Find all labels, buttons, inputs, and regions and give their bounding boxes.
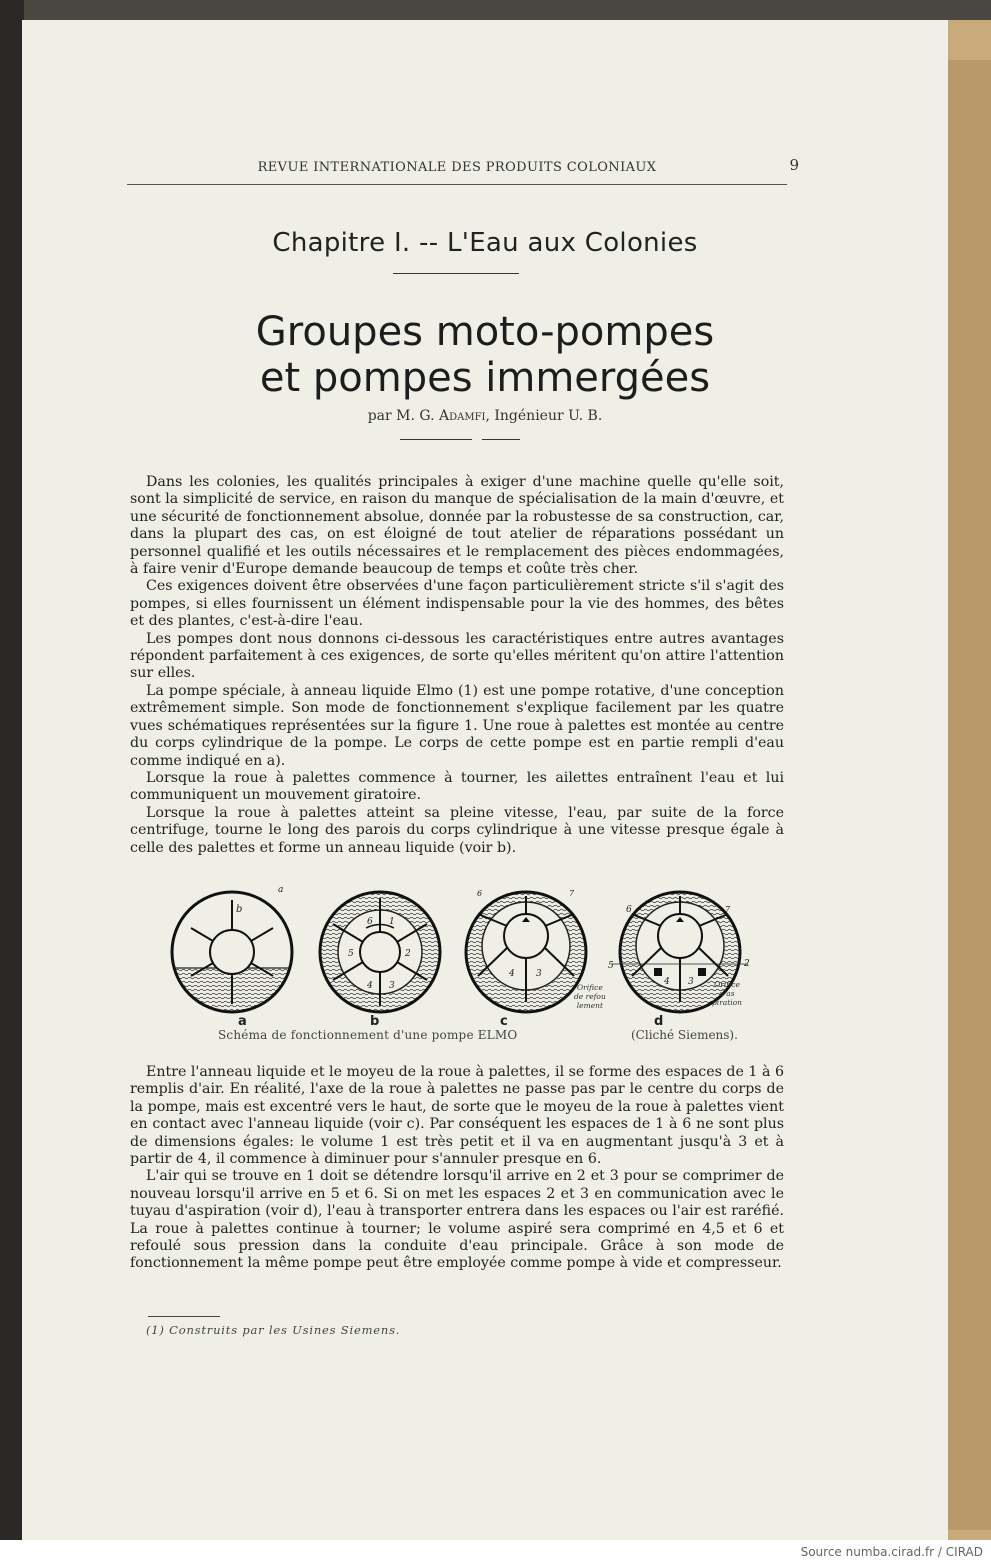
paragraph: Entre l'anneau liquide et le moyeu de la roue à palettes, il se forme des espaces de 1 à 6 remplis d'air. En réalité, l'axe de la roue à palettes ne passe pas par le centre du corps de la pompe, mais est excentré vers le haut, de sorte que le moyeu de la roue à palettes vient en contact avec l'anneau liquide (voir c). Par conséquent les espaces de 1 à 6 ne sont plus de dimensions égales: le volume 1 est très petit et il va en augmentant jusqu'à 3 et à partir de 4, il commence à diminuer pour s'annuler presque en 6. [130,1064,784,1168]
footnote: (1) Construits par les Usines Siemens. [146,1323,401,1337]
space-number: 1 [389,917,395,927]
chapter-heading: Chapitre I. -- L'Eau aux Colonies [272,228,698,258]
orifice-line: lement [576,1001,603,1010]
panel-label-b: b [370,1014,380,1029]
paragraph: Lorsque la roue à palettes commence à tourner, les ailettes entraînent l'eau et lui communiquent un mouvement giratoire. [130,769,784,804]
space-number: 3 [688,977,694,987]
orifice-line: Orifice [577,983,603,992]
space-number: 6 [477,889,483,898]
orifice-aspiration-label [712,980,742,1007]
space-number: 4 [509,969,515,979]
orifice-refoulement-label [574,983,606,1010]
space-number: 4 [367,981,373,991]
panel-label-a: a [238,1014,247,1029]
divider [400,439,472,440]
body-text-after-figure [130,1064,784,1273]
figure-caption: Schéma de fonctionnement d'une pompe ELMO [218,1028,518,1042]
panel-b-diagram [320,892,440,1012]
space-number: 3 [389,981,395,991]
divider [393,273,519,274]
space-number: 6 [626,905,632,915]
paragraph: L'air qui se trouve en 1 doit se détendre lorsqu'il arrive en 2 et 3 pour se comprimer de nouveau lorsqu'il arrive en 5 et 6. Si on met les espaces 2 et 3 en communication avec le tuyau d'aspiration (voir d), l'eau à transporter entrera dans les espaces ou l'air est raréfié. La roue à palettes continue à tourner; le volume aspiré sera comprimé en 4,5 et 6 et refoulé sous pression dans la conduite d'eau principale. Grâce à son mode de fonctionnement la même pompe peut être employée comme pompe à vide et compresseur. [130,1168,784,1272]
space-number: 6 [367,917,373,927]
byline-prefix: par M. G. [367,408,439,424]
book-spine [0,0,24,1540]
journal-title: REVUE INTERNATIONALE DES PRODUITS COLONIAUX [257,160,657,175]
paragraph: Dans les colonies, les qualités principales à exiger d'une machine quelle qu'elle soit, sont la simplicité de service, en raison du manque de spécialisation de la main d'œuvre, et une sécurité de fonctionnement absolue, donnée par la robustesse de sa construction, car, dans la plupart des cas, on est éloigné de tout atelier de réparations possédant un personnel qualifié et les outils nécessaires et le remplacement des pièces endommagées, à faire venir d'Europe demande beaucoup de temps et coûte très cher. [130,474,784,578]
article-title-line-1: Groupes moto-pompes [255,309,715,355]
orifice-line: de refou [574,992,606,1001]
panel-a-diagram [170,885,294,1018]
article-title-line-2: et pompes immergées [259,355,711,401]
figure-credit: (Cliché Siemens). [631,1028,738,1042]
space-number: 5 [608,961,614,971]
paragraph: La pompe spéciale, à anneau liquide Elmo (1) est une pompe rotative, d'une conception extrêmement simple. Son mode de fonctionnement s'explique facilement par les quatre vues schématiques représentées sur la figure 1. Une roue à palettes est montée au centre du corps cylindrique de la pompe. Le corps de cette pompe est en partie rempli d'eau comme indiqué en a). [130,682,784,769]
page-edge-shadow [946,60,991,1530]
panel-c-diagram [466,889,586,1012]
source-credit: Source numba.cirad.fr / CIRAD [800,1545,983,1559]
orifice-line: Orifice [714,980,740,989]
space-number: 7 [569,889,575,898]
page-number: 9 [789,156,799,174]
panel-label-d: d [654,1014,664,1029]
space-number: 3 [536,969,542,979]
byline-suffix: , Ingénieur U. B. [485,408,603,424]
byline [22,408,948,424]
panel-a-mark-b: b [236,904,243,915]
paragraph: Ces exigences doivent être observées d'une façon particulièrement stricte s'il s'agit des pompes, si elles fournissent un élément indispensable pour la vie des hommes, des bêtes et des plantes, c'est-à-dire l'eau. [130,578,784,630]
space-number: 5 [348,949,354,959]
panel-label-c: c [500,1014,508,1029]
space-number: 4 [664,977,670,987]
space-number: 2 [405,949,411,959]
paragraph: Les pompes dont nous donnons ci-dessous les caractéristiques entre autres avantages répondent parfaitement à ces exigences, de sorte qu'elles méritent qu'on attire l'attention sur elles. [130,630,784,682]
running-head [127,156,799,185]
panel-a-mark-a: a [278,885,284,895]
divider [482,439,520,440]
space-number: 7 [725,905,731,914]
orifice-line: d'as [719,989,735,998]
paragraph: Lorsque la roue à palettes atteint sa pleine vitesse, l'eau, par suite de la force centrifuge, tourne le long des parois du corps cylindrique à une vitesse presque égale à celle des palettes et forme un anneau liquide (voir b). [130,804,784,856]
body-text-before-figure [130,474,784,857]
byline-author: Adamfi [439,408,486,424]
space-number: 2 [744,959,750,969]
footnote-rule [148,1316,220,1317]
scanned-page [22,20,948,1540]
orifice-line: piration [712,998,743,1007]
